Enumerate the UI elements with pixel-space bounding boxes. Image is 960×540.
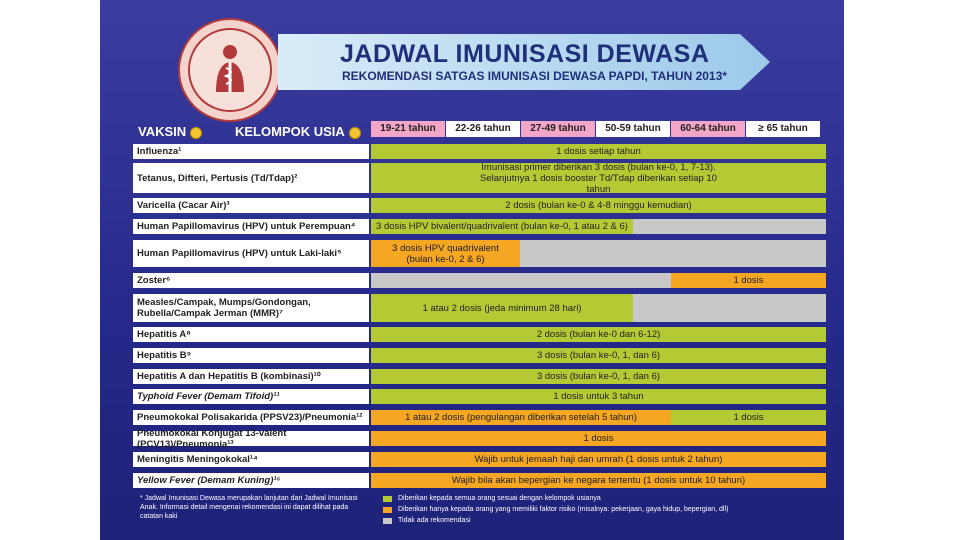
- vaccine-label-hepatitis-b: Hepatitis B⁹: [133, 348, 369, 363]
- legend-item-orange: [383, 506, 728, 513]
- page-title: JADWAL IMUNISASI DEWASA: [340, 40, 710, 68]
- vaksin-label: VAKSIN: [138, 124, 187, 139]
- vaccine-label-ppsv23: Pneumokokal Polisakarida (PPSV23)/Pneumonia¹²: [133, 410, 369, 425]
- vaccine-label-hepatitis-a: Hepatitis A⁸: [133, 327, 369, 342]
- kelompok-dot-icon: [349, 127, 361, 139]
- age-col-65-plus: ≥ 65 tahun: [746, 121, 820, 137]
- bar-ppsv23-65: 1 dosis: [671, 410, 826, 425]
- legend-item-gray: [383, 517, 471, 524]
- bar-mmr: 1 atau 2 dosis (jeda minimum 28 hari): [371, 294, 633, 322]
- legend-text-green: Diberikan kepada semua orang sesuai dengan kelompok usianya: [398, 495, 601, 502]
- vaccine-label-varicella: Varicella (Cacar Air)³: [133, 198, 369, 213]
- legend-item-green: [383, 495, 601, 502]
- footnote: * Jadwal Imunisasi Dewasa merupakan lanjutan dari Jadwal Imunisasi Anak. Informasi detail mengenai rekomendasi ini dapat dilihat pada catatan kaki: [140, 495, 358, 520]
- age-col-50-59: 50-59 tahun: [596, 121, 670, 137]
- vaccine-label-mmr: Measles/Campak, Mumps/Gondongan, Rubella/Campak Jerman (MMR)⁷: [133, 294, 369, 322]
- bar-hpv-female-none: [633, 219, 826, 234]
- legend-swatch-green: [383, 496, 392, 502]
- vaccine-label-hpv-female: Human Papillomavirus (HPV) untuk Perempuan⁴: [133, 219, 369, 234]
- bar-hepatitis-ab: 3 dosis (bulan ke-0, 1, dan 6): [371, 369, 826, 384]
- vaccine-label-pcv13: Pneumokokal Konjugat 13-valent (PCV13)/Pneumonia¹³: [133, 431, 369, 446]
- vaccine-label-yellow-fever: Yellow Fever (Demam Kuning)¹⁵: [133, 473, 369, 488]
- bar-mmr-none: [633, 294, 826, 322]
- bar-influenza: 1 dosis setiap tahun: [371, 144, 826, 159]
- kelompok-header: [235, 124, 361, 139]
- vaksin-dot-icon: [190, 127, 202, 139]
- bar-tdap: Imunisasi primer diberikan 3 dosis (bulan ke-0, 1, 7-13). Selanjutnya 1 dosis booster Td/Tdap diberikan setiap 10 tahun: [371, 163, 826, 193]
- bar-hpv-female: 3 dosis HPV bivalent/quadrivalent (bulan ke-0, 1 atau 2 & 6): [371, 219, 633, 234]
- vaksin-header: [138, 124, 202, 139]
- age-col-19-21: 19-21 tahun: [371, 121, 445, 137]
- bar-hepatitis-b: 3 dosis (bulan ke-0, 1, dan 6): [371, 348, 826, 363]
- bar-typhoid: 1 dosis untuk 3 tahun: [371, 389, 826, 404]
- age-col-60-64: 60-64 tahun: [671, 121, 745, 137]
- kelompok-label: KELOMPOK USIA: [235, 124, 345, 139]
- bar-meningitis: Wajib untuk jemaah haji dan umrah (1 dosis untuk 2 tahun): [371, 452, 826, 467]
- papdi-logo: [178, 18, 282, 122]
- bar-pcv13: 1 dosis: [371, 431, 826, 446]
- bar-varicella: 2 dosis (bulan ke-0 & 4-8 minggu kemudian): [371, 198, 826, 213]
- page-subtitle: REKOMENDASI SATGAS IMUNISASI DEWASA PAPDI, TAHUN 2013*: [342, 69, 727, 83]
- age-col-27-49: 27-49 tahun: [521, 121, 595, 137]
- legend-text-orange: Diberikan hanya kepada orang yang memiliki faktor risiko (misalnya: pekerjaan, gaya hidup, bepergian, dll): [398, 506, 729, 513]
- legend-text-gray: Tidak ada rekomendasi: [398, 517, 471, 524]
- vaccine-label-influenza: Influenza¹: [133, 144, 369, 159]
- bar-ppsv23: 1 atau 2 dosis (pengulangan diberikan setelah 5 tahun): [371, 410, 671, 425]
- bar-hpv-male-none: [520, 240, 826, 267]
- vaccine-label-meningitis: Meningitis Meningokokal¹⁴: [133, 452, 369, 467]
- bar-hpv-male: 3 dosis HPV quadrivalent (bulan ke-0, 2 & 6): [371, 240, 520, 267]
- bar-zoster-none: [371, 273, 671, 288]
- vaccine-label-typhoid: Typhoid Fever (Demam Tifoid)¹¹: [133, 389, 369, 404]
- vaccine-label-hepatitis-ab: Hepatitis A dan Hepatitis B (kombinasi)¹⁰: [133, 369, 369, 384]
- vaccine-label-tdap: Tetanus, Difteri, Pertusis (Td/Tdap)²: [133, 163, 369, 193]
- age-col-22-26: 22-26 tahun: [446, 121, 520, 137]
- legend-swatch-orange: [383, 507, 392, 513]
- caduceus-figure-icon: [202, 40, 258, 96]
- bar-zoster: 1 dosis: [671, 273, 826, 288]
- bar-yellow-fever: Wajib bila akan bepergian ke negara tertentu (1 dosis untuk 10 tahun): [371, 473, 826, 488]
- bar-hepatitis-a: 2 dosis (bulan ke-0 dan 6-12): [371, 327, 826, 342]
- vaccine-label-zoster: Zoster⁶: [133, 273, 369, 288]
- vaccine-label-hpv-male: Human Papillomavirus (HPV) untuk Laki-laki⁵: [133, 240, 369, 267]
- legend-swatch-gray: [383, 518, 392, 524]
